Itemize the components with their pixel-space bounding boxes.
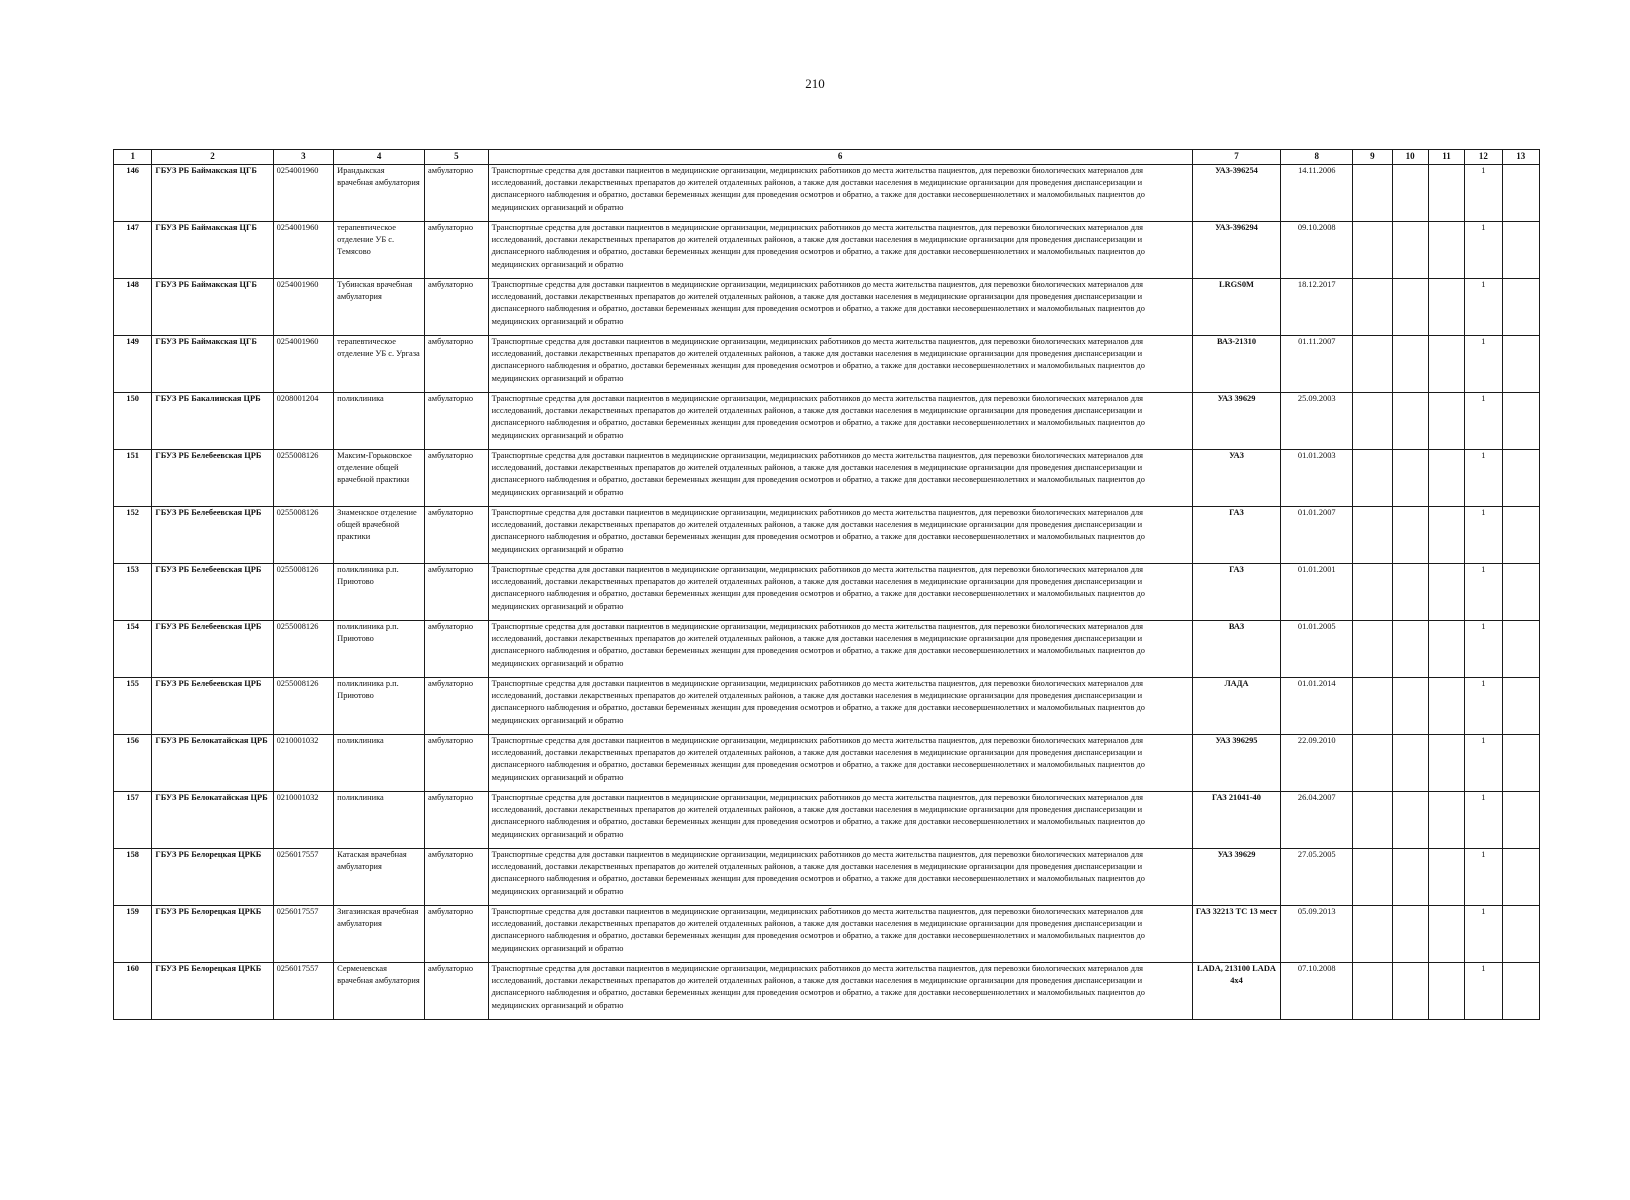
- row-number: 160: [114, 963, 152, 1020]
- care-type: амбулаторно: [425, 336, 489, 393]
- col-9-cell: [1353, 450, 1392, 507]
- vehicle-model: ГАЗ 21041-40: [1192, 792, 1281, 849]
- care-type: амбулаторно: [425, 165, 489, 222]
- vehicle-model: ГАЗ: [1192, 507, 1281, 564]
- col-11-cell: [1428, 222, 1464, 279]
- organization-name: ГБУЗ РБ Белебеевская ЦРБ: [152, 621, 273, 678]
- header-col-2: 2: [152, 150, 273, 165]
- col-13-cell: [1502, 849, 1539, 906]
- col-9-cell: [1353, 507, 1392, 564]
- row-number: 152: [114, 507, 152, 564]
- col-13-cell: [1502, 222, 1539, 279]
- vehicle-purpose: Транспортные средства для доставки пациентов в медицинские организации, медицинских работников до места жительства пациентов, для перевозки биологических материалов для исследований, доставки лекарственных препаратов до жителей отдаленных районов, а также для доставки населения в медицинские организации для проведения диспансеризации и диспансерного наблюдения и обратно, доставки беременных женщин для проведения осмотров и обратно, а также для доставки несовершеннолетних и маломобильных пациентов до медицинских организаций и обратно: [488, 792, 1192, 849]
- vehicle-date: 25.09.2003: [1281, 393, 1353, 450]
- vehicle-purpose: Транспортные средства для доставки пациентов в медицинские организации, медицинских работников до места жительства пациентов, для перевозки биологических материалов для исследований, доставки лекарственных препаратов до жителей отдаленных районов, а также для доставки населения в медицинские организации для проведения диспансеризации и диспансерного наблюдения и обратно, доставки беременных женщин для проведения осмотров и обратно, а также для доставки несовершеннолетних и маломобильных пациентов до медицинских организаций и обратно: [488, 450, 1192, 507]
- organization-inn: 0210001032: [273, 735, 334, 792]
- table-row: [114, 336, 1540, 393]
- col-9-cell: [1353, 336, 1392, 393]
- vehicle-model: УАЗ: [1192, 450, 1281, 507]
- col-13-cell: [1502, 906, 1539, 963]
- vehicle-count: 1: [1465, 849, 1502, 906]
- col-13-cell: [1502, 279, 1539, 336]
- col-11-cell: [1428, 507, 1464, 564]
- col-9-cell: [1353, 279, 1392, 336]
- header-col-3: 3: [273, 150, 334, 165]
- unit-name: терапевтическое отделение УБ с. Ургаза: [334, 336, 425, 393]
- col-10-cell: [1392, 963, 1428, 1020]
- col-10-cell: [1392, 336, 1428, 393]
- care-type: амбулаторно: [425, 963, 489, 1020]
- vehicle-count: 1: [1465, 735, 1502, 792]
- row-number: 155: [114, 678, 152, 735]
- unit-name: Максим-Горьковское отделение общей врачебной практики: [334, 450, 425, 507]
- organization-name: ГБУЗ РБ Баймакская ЦГБ: [152, 279, 273, 336]
- vehicle-date: 01.01.2005: [1281, 621, 1353, 678]
- vehicle-count: 1: [1465, 906, 1502, 963]
- care-type: амбулаторно: [425, 678, 489, 735]
- care-type: амбулаторно: [425, 393, 489, 450]
- col-10-cell: [1392, 507, 1428, 564]
- unit-name: поликлиника р.п. Приютово: [334, 621, 425, 678]
- unit-name: поликлиника: [334, 735, 425, 792]
- col-13-cell: [1502, 678, 1539, 735]
- care-type: амбулаторно: [425, 450, 489, 507]
- organization-name: ГБУЗ РБ Белебеевская ЦРБ: [152, 678, 273, 735]
- row-number: 151: [114, 450, 152, 507]
- col-11-cell: [1428, 336, 1464, 393]
- care-type: амбулаторно: [425, 507, 489, 564]
- vehicle-count: 1: [1465, 450, 1502, 507]
- vehicle-purpose: Транспортные средства для доставки пациентов в медицинские организации, медицинских работников до места жительства пациентов, для перевозки биологических материалов для исследований, доставки лекарственных препаратов до жителей отдаленных районов, а также для доставки населения в медицинские организации для проведения диспансеризации и диспансерного наблюдения и обратно, доставки беременных женщин для проведения осмотров и обратно, а также для доставки несовершеннолетних и маломобильных пациентов до медицинских организаций и обратно: [488, 849, 1192, 906]
- row-number: 146: [114, 165, 152, 222]
- col-9-cell: [1353, 165, 1392, 222]
- unit-name: поликлиника р.п. Приютово: [334, 564, 425, 621]
- organization-name: ГБУЗ РБ Белорецкая ЦРКБ: [152, 963, 273, 1020]
- organization-inn: 0255008126: [273, 450, 334, 507]
- header-col-1: 1: [114, 150, 152, 165]
- vehicle-count: 1: [1465, 678, 1502, 735]
- vehicle-model: ВАЗ: [1192, 621, 1281, 678]
- col-10-cell: [1392, 678, 1428, 735]
- unit-name: Тубинская врачебная амбулатория: [334, 279, 425, 336]
- col-9-cell: [1353, 735, 1392, 792]
- unit-name: поликлиника: [334, 393, 425, 450]
- vehicle-count: 1: [1465, 507, 1502, 564]
- col-10-cell: [1392, 393, 1428, 450]
- vehicle-date: 01.01.2014: [1281, 678, 1353, 735]
- row-number: 154: [114, 621, 152, 678]
- vehicle-purpose: Транспортные средства для доставки пациентов в медицинские организации, медицинских работников до места жительства пациентов, для перевозки биологических материалов для исследований, доставки лекарственных препаратов до жителей отдаленных районов, а также для доставки населения в медицинские организации для проведения диспансеризации и диспансерного наблюдения и обратно, доставки беременных женщин для проведения осмотров и обратно, а также для доставки несовершеннолетних и маломобильных пациентов до медицинских организаций и обратно: [488, 507, 1192, 564]
- vehicle-count: 1: [1465, 564, 1502, 621]
- organization-inn: 0254001960: [273, 336, 334, 393]
- col-11-cell: [1428, 849, 1464, 906]
- col-11-cell: [1428, 279, 1464, 336]
- table-row: [114, 450, 1540, 507]
- col-13-cell: [1502, 393, 1539, 450]
- organization-inn: 0255008126: [273, 678, 334, 735]
- organization-inn: 0254001960: [273, 222, 334, 279]
- unit-name: Серменевская врачебная амбулатория: [334, 963, 425, 1020]
- col-9-cell: [1353, 621, 1392, 678]
- organization-name: ГБУЗ РБ Белебеевская ЦРБ: [152, 450, 273, 507]
- organization-inn: 0255008126: [273, 621, 334, 678]
- vehicle-purpose: Транспортные средства для доставки пациентов в медицинские организации, медицинских работников до места жительства пациентов, для перевозки биологических материалов для исследований, доставки лекарственных препаратов до жителей отдаленных районов, а также для доставки населения в медицинские организации для проведения диспансеризации и диспансерного наблюдения и обратно, доставки беременных женщин для проведения осмотров и обратно, а также для доставки несовершеннолетних и маломобильных пациентов до медицинских организаций и обратно: [488, 564, 1192, 621]
- vehicle-count: 1: [1465, 165, 1502, 222]
- vehicle-date: 01.01.2001: [1281, 564, 1353, 621]
- vehicle-date: 26.04.2007: [1281, 792, 1353, 849]
- table-row: [114, 222, 1540, 279]
- vehicle-date: 09.10.2008: [1281, 222, 1353, 279]
- organization-inn: 0255008126: [273, 564, 334, 621]
- table-row: [114, 849, 1540, 906]
- row-number: 149: [114, 336, 152, 393]
- col-11-cell: [1428, 735, 1464, 792]
- col-10-cell: [1392, 906, 1428, 963]
- col-11-cell: [1428, 393, 1464, 450]
- organization-name: ГБУЗ РБ Белорецкая ЦРКБ: [152, 849, 273, 906]
- vehicle-model: УАЗ 396295: [1192, 735, 1281, 792]
- table-row: [114, 906, 1540, 963]
- row-number: 159: [114, 906, 152, 963]
- col-13-cell: [1502, 507, 1539, 564]
- header-col-8: 8: [1281, 150, 1353, 165]
- header-col-13: 13: [1502, 150, 1539, 165]
- col-9-cell: [1353, 222, 1392, 279]
- col-11-cell: [1428, 621, 1464, 678]
- col-9-cell: [1353, 849, 1392, 906]
- vehicle-model: УАЗ 39629: [1192, 393, 1281, 450]
- vehicle-purpose: Транспортные средства для доставки пациентов в медицинские организации, медицинских работников до места жительства пациентов, для перевозки биологических материалов для исследований, доставки лекарственных препаратов до жителей отдаленных районов, а также для доставки населения в медицинские организации для проведения диспансеризации и диспансерного наблюдения и обратно, доставки беременных женщин для проведения осмотров и обратно, а также для доставки несовершеннолетних и маломобильных пациентов до медицинских организаций и обратно: [488, 735, 1192, 792]
- care-type: амбулаторно: [425, 735, 489, 792]
- vehicle-model: УАЗ 39629: [1192, 849, 1281, 906]
- vehicle-model: ГАЗ: [1192, 564, 1281, 621]
- organization-inn: 0208001204: [273, 393, 334, 450]
- vehicle-model: ВАЗ-21310: [1192, 336, 1281, 393]
- header-row: [114, 150, 1540, 165]
- col-10-cell: [1392, 564, 1428, 621]
- care-type: амбулаторно: [425, 564, 489, 621]
- vehicle-count: 1: [1465, 279, 1502, 336]
- vehicle-date: 01.11.2007: [1281, 336, 1353, 393]
- organization-name: ГБУЗ РБ Баймакская ЦГБ: [152, 222, 273, 279]
- table-row: [114, 393, 1540, 450]
- page-number: 210: [805, 76, 825, 91]
- col-9-cell: [1353, 678, 1392, 735]
- col-10-cell: [1392, 735, 1428, 792]
- vehicle-model: ГАЗ 32213 ТС 13 мест: [1192, 906, 1281, 963]
- vehicle-date: 07.10.2008: [1281, 963, 1353, 1020]
- vehicle-date: 22.09.2010: [1281, 735, 1353, 792]
- col-13-cell: [1502, 621, 1539, 678]
- vehicle-date: 01.01.2003: [1281, 450, 1353, 507]
- unit-name: Катаская врачебная амбулатория: [334, 849, 425, 906]
- vehicle-count: 1: [1465, 621, 1502, 678]
- col-13-cell: [1502, 165, 1539, 222]
- col-10-cell: [1392, 222, 1428, 279]
- col-10-cell: [1392, 792, 1428, 849]
- col-9-cell: [1353, 906, 1392, 963]
- organization-name: ГБУЗ РБ Белебеевская ЦРБ: [152, 564, 273, 621]
- care-type: амбулаторно: [425, 222, 489, 279]
- care-type: амбулаторно: [425, 906, 489, 963]
- col-9-cell: [1353, 963, 1392, 1020]
- unit-name: Зигазинская врачебная амбулатория: [334, 906, 425, 963]
- row-number: 148: [114, 279, 152, 336]
- organization-inn: 0256017557: [273, 906, 334, 963]
- header-col-6: 6: [488, 150, 1192, 165]
- table-row: [114, 507, 1540, 564]
- vehicle-purpose: Транспортные средства для доставки пациентов в медицинские организации, медицинских работников до места жительства пациентов, для перевозки биологических материалов для исследований, доставки лекарственных препаратов до жителей отдаленных районов, а также для доставки населения в медицинские организации для проведения диспансеризации и диспансерного наблюдения и обратно, доставки беременных женщин для проведения осмотров и обратно, а также для доставки несовершеннолетних и маломобильных пациентов до медицинских организаций и обратно: [488, 906, 1192, 963]
- table-row: [114, 735, 1540, 792]
- organization-name: ГБУЗ РБ Баймакская ЦГБ: [152, 165, 273, 222]
- table-row: [114, 279, 1540, 336]
- col-11-cell: [1428, 450, 1464, 507]
- vehicle-date: 05.09.2013: [1281, 906, 1353, 963]
- vehicle-purpose: Транспортные средства для доставки пациентов в медицинские организации, медицинских работников до места жительства пациентов, для перевозки биологических материалов для исследований, доставки лекарственных препаратов до жителей отдаленных районов, а также для доставки населения в медицинские организации для проведения диспансеризации и диспансерного наблюдения и обратно, доставки беременных женщин для проведения осмотров и обратно, а также для доставки несовершеннолетних и маломобильных пациентов до медицинских организаций и обратно: [488, 165, 1192, 222]
- vehicle-count: 1: [1465, 963, 1502, 1020]
- care-type: амбулаторно: [425, 792, 489, 849]
- care-type: амбулаторно: [425, 849, 489, 906]
- vehicle-model: ЛАДА: [1192, 678, 1281, 735]
- organization-name: ГБУЗ РБ Белорецкая ЦРКБ: [152, 906, 273, 963]
- col-10-cell: [1392, 621, 1428, 678]
- organization-name: ГБУЗ РБ Белебеевская ЦРБ: [152, 507, 273, 564]
- table-row: [114, 564, 1540, 621]
- vehicle-date: 01.01.2007: [1281, 507, 1353, 564]
- table-row: [114, 963, 1540, 1020]
- vehicle-date: 14.11.2006: [1281, 165, 1353, 222]
- table-row: [114, 165, 1540, 222]
- header-col-4: 4: [334, 150, 425, 165]
- vehicle-count: 1: [1465, 393, 1502, 450]
- row-number: 153: [114, 564, 152, 621]
- header-col-12: 12: [1465, 150, 1502, 165]
- vehicle-count: 1: [1465, 792, 1502, 849]
- organization-name: ГБУЗ РБ Белокатайская ЦРБ: [152, 735, 273, 792]
- row-number: 150: [114, 393, 152, 450]
- vehicle-date: 18.12.2017: [1281, 279, 1353, 336]
- vehicle-purpose: Транспортные средства для доставки пациентов в медицинские организации, медицинских работников до места жительства пациентов, для перевозки биологических материалов для исследований, доставки лекарственных препаратов до жителей отдаленных районов, а также для доставки населения в медицинские организации для проведения диспансеризации и диспансерного наблюдения и обратно, доставки беременных женщин для проведения осмотров и обратно, а также для доставки несовершеннолетних и маломобильных пациентов до медицинских организаций и обратно: [488, 621, 1192, 678]
- vehicle-count: 1: [1465, 336, 1502, 393]
- vehicle-model: УАЗ-396294: [1192, 222, 1281, 279]
- vehicle-purpose: Транспортные средства для доставки пациентов в медицинские организации, медицинских работников до места жительства пациентов, для перевозки биологических материалов для исследований, доставки лекарственных препаратов до жителей отдаленных районов, а также для доставки населения в медицинские организации для проведения диспансеризации и диспансерного наблюдения и обратно, доставки беременных женщин для проведения осмотров и обратно, а также для доставки несовершеннолетних и маломобильных пациентов до медицинских организаций и обратно: [488, 393, 1192, 450]
- col-11-cell: [1428, 792, 1464, 849]
- col-9-cell: [1353, 393, 1392, 450]
- organization-name: ГБУЗ РБ Баймакская ЦГБ: [152, 336, 273, 393]
- organization-name: ГБУЗ РБ Белокатайская ЦРБ: [152, 792, 273, 849]
- col-11-cell: [1428, 165, 1464, 222]
- organization-name: ГБУЗ РБ Бакалинская ЦРБ: [152, 393, 273, 450]
- vehicle-purpose: Транспортные средства для доставки пациентов в медицинские организации, медицинских работников до места жительства пациентов, для перевозки биологических материалов для исследований, доставки лекарственных препаратов до жителей отдаленных районов, а также для доставки населения в медицинские организации для проведения диспансеризации и диспансерного наблюдения и обратно, доставки беременных женщин для проведения осмотров и обратно, а также для доставки несовершеннолетних и маломобильных пациентов до медицинских организаций и обратно: [488, 963, 1192, 1020]
- col-11-cell: [1428, 963, 1464, 1020]
- col-10-cell: [1392, 165, 1428, 222]
- col-11-cell: [1428, 906, 1464, 963]
- table-row: [114, 621, 1540, 678]
- col-13-cell: [1502, 735, 1539, 792]
- col-13-cell: [1502, 963, 1539, 1020]
- col-10-cell: [1392, 279, 1428, 336]
- row-number: 156: [114, 735, 152, 792]
- unit-name: поликлиника: [334, 792, 425, 849]
- col-11-cell: [1428, 564, 1464, 621]
- organization-inn: 0210001032: [273, 792, 334, 849]
- col-11-cell: [1428, 678, 1464, 735]
- col-13-cell: [1502, 792, 1539, 849]
- header-col-11: 11: [1428, 150, 1464, 165]
- unit-name: поликлиника р.п. Приютово: [334, 678, 425, 735]
- table-header: [114, 150, 1540, 165]
- col-10-cell: [1392, 450, 1428, 507]
- table-row: [114, 678, 1540, 735]
- col-9-cell: [1353, 564, 1392, 621]
- header-col-7: 7: [1192, 150, 1281, 165]
- vehicle-purpose: Транспортные средства для доставки пациентов в медицинские организации, медицинских работников до места жительства пациентов, для перевозки биологических материалов для исследований, доставки лекарственных препаратов до жителей отдаленных районов, а также для доставки населения в медицинские организации для проведения диспансеризации и диспансерного наблюдения и обратно, доставки беременных женщин для проведения осмотров и обратно, а также для доставки несовершеннолетних и маломобильных пациентов до медицинских организаций и обратно: [488, 336, 1192, 393]
- vehicle-registry-table: [113, 149, 1540, 1020]
- vehicle-purpose: Транспортные средства для доставки пациентов в медицинские организации, медицинских работников до места жительства пациентов, для перевозки биологических материалов для исследований, доставки лекарственных препаратов до жителей отдаленных районов, а также для доставки населения в медицинские организации для проведения диспансеризации и диспансерного наблюдения и обратно, доставки беременных женщин для проведения осмотров и обратно, а также для доставки несовершеннолетних и маломобильных пациентов до медицинских организаций и обратно: [488, 279, 1192, 336]
- col-13-cell: [1502, 450, 1539, 507]
- table-row: [114, 792, 1540, 849]
- row-number: 147: [114, 222, 152, 279]
- vehicle-purpose: Транспортные средства для доставки пациентов в медицинские организации, медицинских работников до места жительства пациентов, для перевозки биологических материалов для исследований, доставки лекарственных препаратов до жителей отдаленных районов, а также для доставки населения в медицинские организации для проведения диспансеризации и диспансерного наблюдения и обратно, доставки беременных женщин для проведения осмотров и обратно, а также для доставки несовершеннолетних и маломобильных пациентов до медицинских организаций и обратно: [488, 222, 1192, 279]
- vehicle-count: 1: [1465, 222, 1502, 279]
- care-type: амбулаторно: [425, 279, 489, 336]
- col-9-cell: [1353, 792, 1392, 849]
- organization-inn: 0254001960: [273, 165, 334, 222]
- row-number: 158: [114, 849, 152, 906]
- col-10-cell: [1392, 849, 1428, 906]
- header-col-10: 10: [1392, 150, 1428, 165]
- organization-inn: 0256017557: [273, 963, 334, 1020]
- unit-name: Знаменское отделение общей врачебной практики: [334, 507, 425, 564]
- vehicle-model: LADA, 213100 LADA 4x4: [1192, 963, 1281, 1020]
- vehicle-purpose: Транспортные средства для доставки пациентов в медицинские организации, медицинских работников до места жительства пациентов, для перевозки биологических материалов для исследований, доставки лекарственных препаратов до жителей отдаленных районов, а также для доставки населения в медицинские организации для проведения диспансеризации и диспансерного наблюдения и обратно, доставки беременных женщин для проведения осмотров и обратно, а также для доставки несовершеннолетних и маломобильных пациентов до медицинских организаций и обратно: [488, 678, 1192, 735]
- care-type: амбулаторно: [425, 621, 489, 678]
- vehicle-model: LRGS0M: [1192, 279, 1281, 336]
- vehicle-date: 27.05.2005: [1281, 849, 1353, 906]
- vehicle-model: УАЗ-396254: [1192, 165, 1281, 222]
- header-col-9: 9: [1353, 150, 1392, 165]
- row-number: 157: [114, 792, 152, 849]
- col-13-cell: [1502, 336, 1539, 393]
- organization-inn: 0256017557: [273, 849, 334, 906]
- organization-inn: 0254001960: [273, 279, 334, 336]
- unit-name: терапевтическое отделение УБ с. Темясово: [334, 222, 425, 279]
- col-13-cell: [1502, 564, 1539, 621]
- table-body: [114, 165, 1540, 1020]
- header-col-5: 5: [425, 150, 489, 165]
- unit-name: Ирандыкская врачебная амбулатория: [334, 165, 425, 222]
- organization-inn: 0255008126: [273, 507, 334, 564]
